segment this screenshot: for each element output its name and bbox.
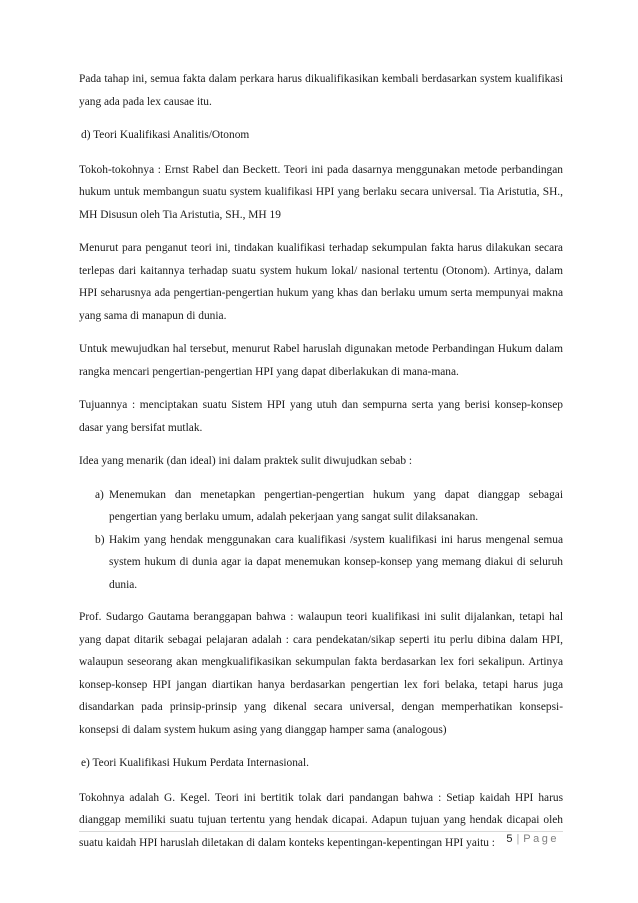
footer-divider (79, 831, 563, 832)
page-label: Page (523, 833, 559, 845)
list-item-text: Hakim yang hendak menggunakan cara kualifikasi /system kualifikasi ini harus mengenal semua system hukum di dunia agar ia dapat menemukan konsep-konsep yang memang diakui di seluruh dunia. (109, 533, 563, 591)
section-heading-e: e) Teori Kualifikasi Hukum Perdata Internasional. (81, 757, 310, 769)
paragraph: Tokohnya adalah G. Kegel. Teori ini bertitik tolak dari pandangan bahwa : Setiap kaidah HPI harus dianggap memiliki suatu tujuan tertentu yang hendak dicapai. Adapun tujuan yang hendak dicapai oleh suatu kaidah HPI haruslah diletakan di dalam konteks kepentingan-kepentingan HPI yaitu : (79, 791, 563, 849)
section-heading-d: d) Teori Kualifikasi Analitis/Otonom (81, 129, 250, 141)
footer-separator: | (516, 833, 520, 845)
list-item (95, 529, 563, 597)
list-marker: a) (95, 488, 104, 501)
paragraph: Prof. Sudargo Gautama beranggapan bahwa : walaupun teori kualifikasi ini sulit dijalankan, tetapi hal yang dapat ditarik sebagai pelajaran adalah : cara pendekatan/sikap seperti itu perlu dibina dalam HPI, walaupun seseorang akan mengkualifikasikan sekumpulan fakta berdasarkan lex fori sekalipun. Artinya konsep-konsep HPI jangan diartikan hanya berdasarkan pengertian lex fori belaka, tetapi harus juga disandarkan pada prinsip-prinsip yang dikenal secara universal, dengan memperhatikan konsepsi-konsepsi di dalam system hukum asing yang dianggap hamper sama (analogous) (79, 611, 563, 736)
page-content (79, 68, 563, 865)
reasons-list (79, 484, 563, 597)
list-item-text: Menemukan dan menetapkan pengertian-pengertian hukum yang dapat dianggap sebagai pengertian yang berlaku umum, adalah pekerjaan yang sangat sulit dilaksanakan. (109, 488, 563, 523)
paragraph: Untuk mewujudkan hal tersebut, menurut Rabel haruslah digunakan metode Perbandingan Hukum dalam rangka mencari pengertian-pengertian HPI yang dapat diberlakukan di mana-mana. (79, 343, 563, 378)
page-number: 5 (506, 833, 513, 845)
list-item (95, 484, 563, 529)
paragraph: Pada tahap ini, semua fakta dalam perkara harus dikualifikasikan kembali berdasarkan system kualifikasi yang ada pada lex causae itu. (79, 73, 563, 108)
paragraph: Tokoh-tokohnya : Ernst Rabel dan Beckett. Teori ini pada dasarnya menggunakan metode perbandingan hukum untuk membangun suatu system kualifikasi HPI yang berlaku secara universal. Tia Aristutia, SH., MH Disusun oleh Tia Aristutia, SH., MH 19 (79, 163, 563, 221)
paragraph: Idea yang menarik (dan ideal) ini dalam praktek sulit diwujudkan sebab : (79, 455, 413, 467)
page-footer (506, 833, 559, 845)
paragraph: Menurut para penganut teori ini, tindakan kualifikasi terhadap sekumpulan fakta harus dilakukan secara terlepas dari kaitannya terhadap suatu system hukum lokal/ nasional tertentu (Otonom). Artinya, dalam HPI seharusnya ada pengertian-pengertian hukum yang khas dan berlaku umum serta mempunyai makna yang sama di manapun di dunia. (79, 242, 563, 322)
paragraph: Tujuannya : menciptakan suatu Sistem HPI yang utuh dan sempurna serta yang berisi konsep-konsep dasar yang bersifat mutlak. (79, 399, 563, 434)
list-marker: b) (95, 533, 105, 546)
